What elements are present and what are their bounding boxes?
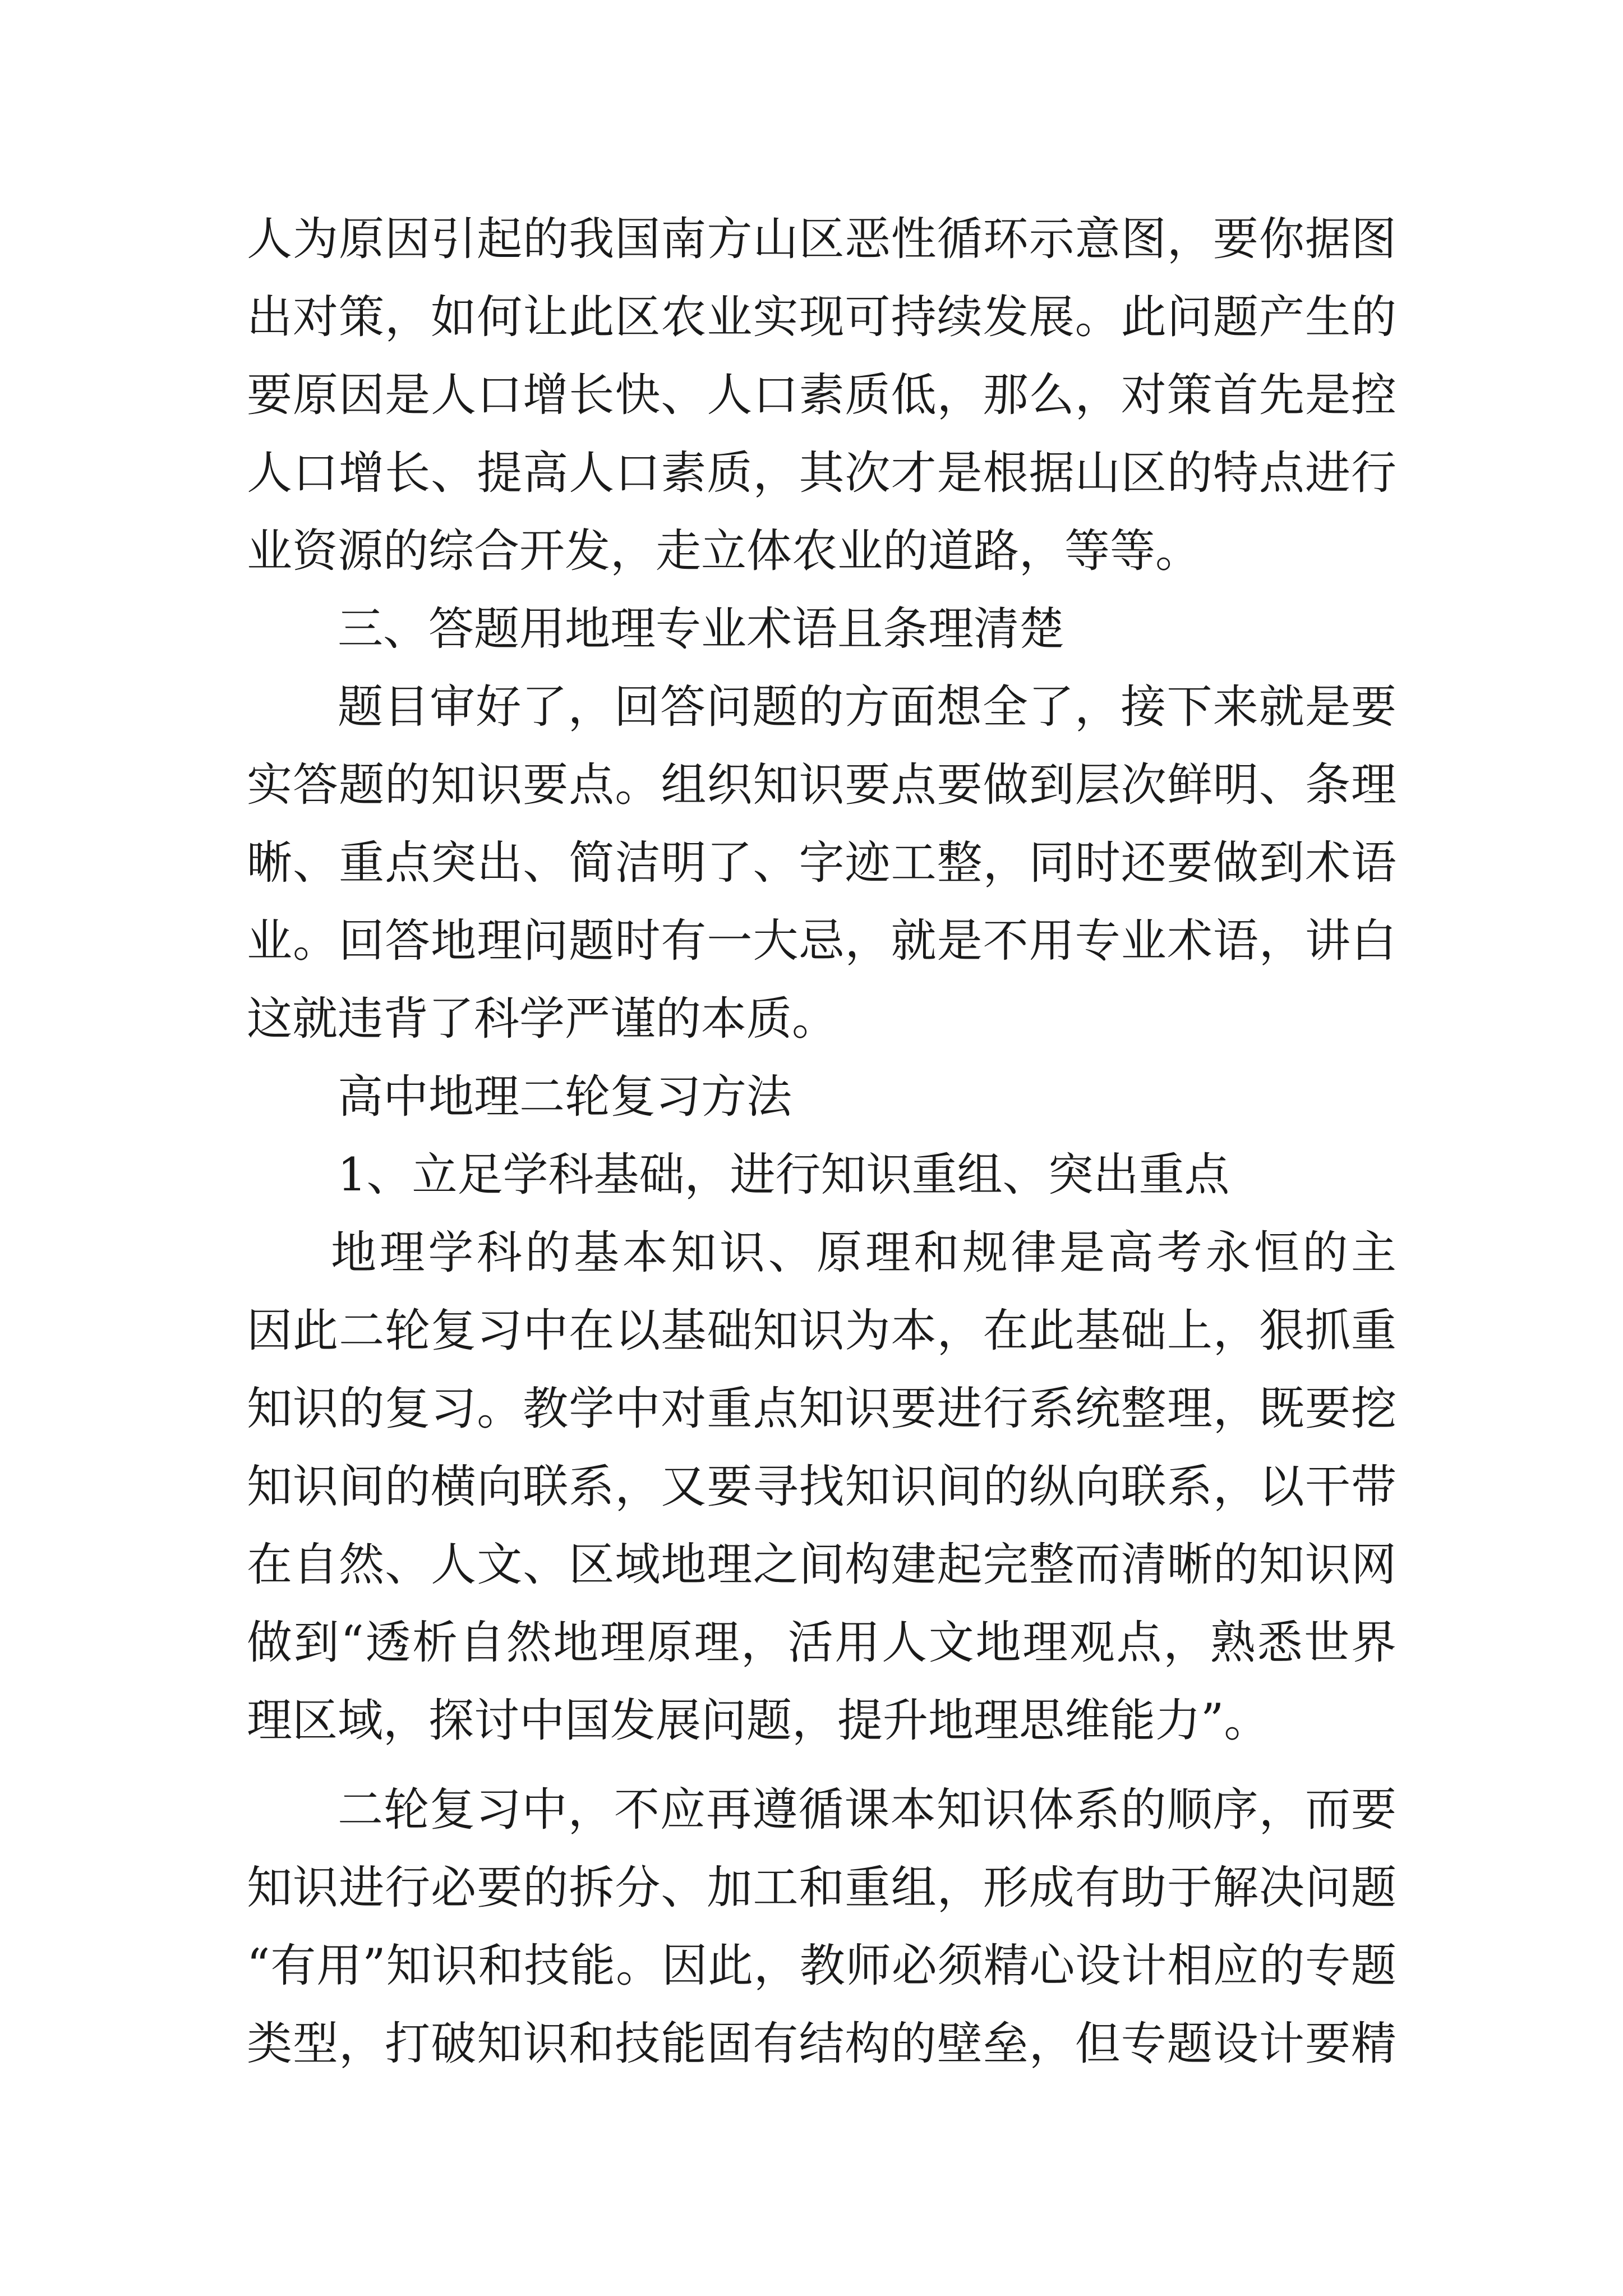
paragraph-line: 因此二轮复习中在以基础知识为本，在此基础上，狠抓重: [247, 1305, 1396, 1358]
paragraph-line: 人为原因引起的我国南方山区恶性循环示意图，要你据图: [247, 213, 1396, 266]
section-heading: 三、答题用地理专业术语且条理清楚: [338, 603, 1065, 656]
subsection-heading: 1、立足学科基础，进行知识重组、突出重点: [338, 1149, 1230, 1202]
paragraph-line: 知识的复习。教学中对重点知识要进行系统整理，既要挖: [247, 1383, 1396, 1435]
paragraph-line: 类型，打破知识和技能固有结构的壁垒，但专题设计要精: [247, 2018, 1396, 2070]
paragraph-line: 要原因是人口增长快、人口素质低，那么，对策首先是控: [247, 369, 1396, 422]
paragraph-line: 题目审好了，回答问题的方面想全了，接下来就是要: [338, 681, 1396, 734]
paragraph-line: 知识进行必要的拆分、加工和重组，形成有助于解决问题: [247, 1862, 1396, 1915]
section-heading: 高中地理二轮复习方法: [338, 1071, 792, 1124]
paragraph-line: 这就违背了科学严谨的本质。: [247, 993, 838, 1046]
paragraph-line: 二轮复习中，不应再遵循课本知识体系的顺序，而要: [338, 1784, 1396, 1837]
body-text: [247, 201, 1396, 2083]
paragraph-line: 晰、重点突出、简洁明了、字迹工整，同时还要做到术语: [247, 837, 1396, 890]
paragraph-line: 知识间的横向联系，又要寻找知识间的纵向联系，以干带: [247, 1461, 1396, 1513]
paragraph-line: 业。回答地理问题时有一大忌，就是不用专业术语，讲白: [247, 915, 1396, 968]
paragraph-line: 做到“透析自然地理原理，活用人文地理观点，熟悉世界: [247, 1617, 1396, 1669]
paragraph-line: 业资源的综合开发，走立体农业的道路，等等。: [247, 525, 1201, 578]
paragraph-line: 地理学科的基本知识、原理和规律是高考永恒的主: [331, 1227, 1396, 1280]
paragraph-line: 实答题的知识要点。组织知识要点要做到层次鲜明、条理: [247, 759, 1396, 812]
paragraph-line: 在自然、人文、区域地理之间构建起完整而清晰的知识网: [247, 1539, 1396, 1591]
paragraph-line: 理区域，探讨中国发展问题，提升地理思维能力”。: [247, 1695, 1270, 1747]
paragraph-line: “有用”知识和技能。因此，教师必须精心设计相应的专题: [247, 1940, 1396, 1993]
paragraph-line: 人口增长、提高人口素质，其次才是根据山区的特点进行: [247, 447, 1396, 500]
paragraph-line: 出对策，如何让此区农业实现可持续发展。此问题产生的: [247, 291, 1396, 344]
